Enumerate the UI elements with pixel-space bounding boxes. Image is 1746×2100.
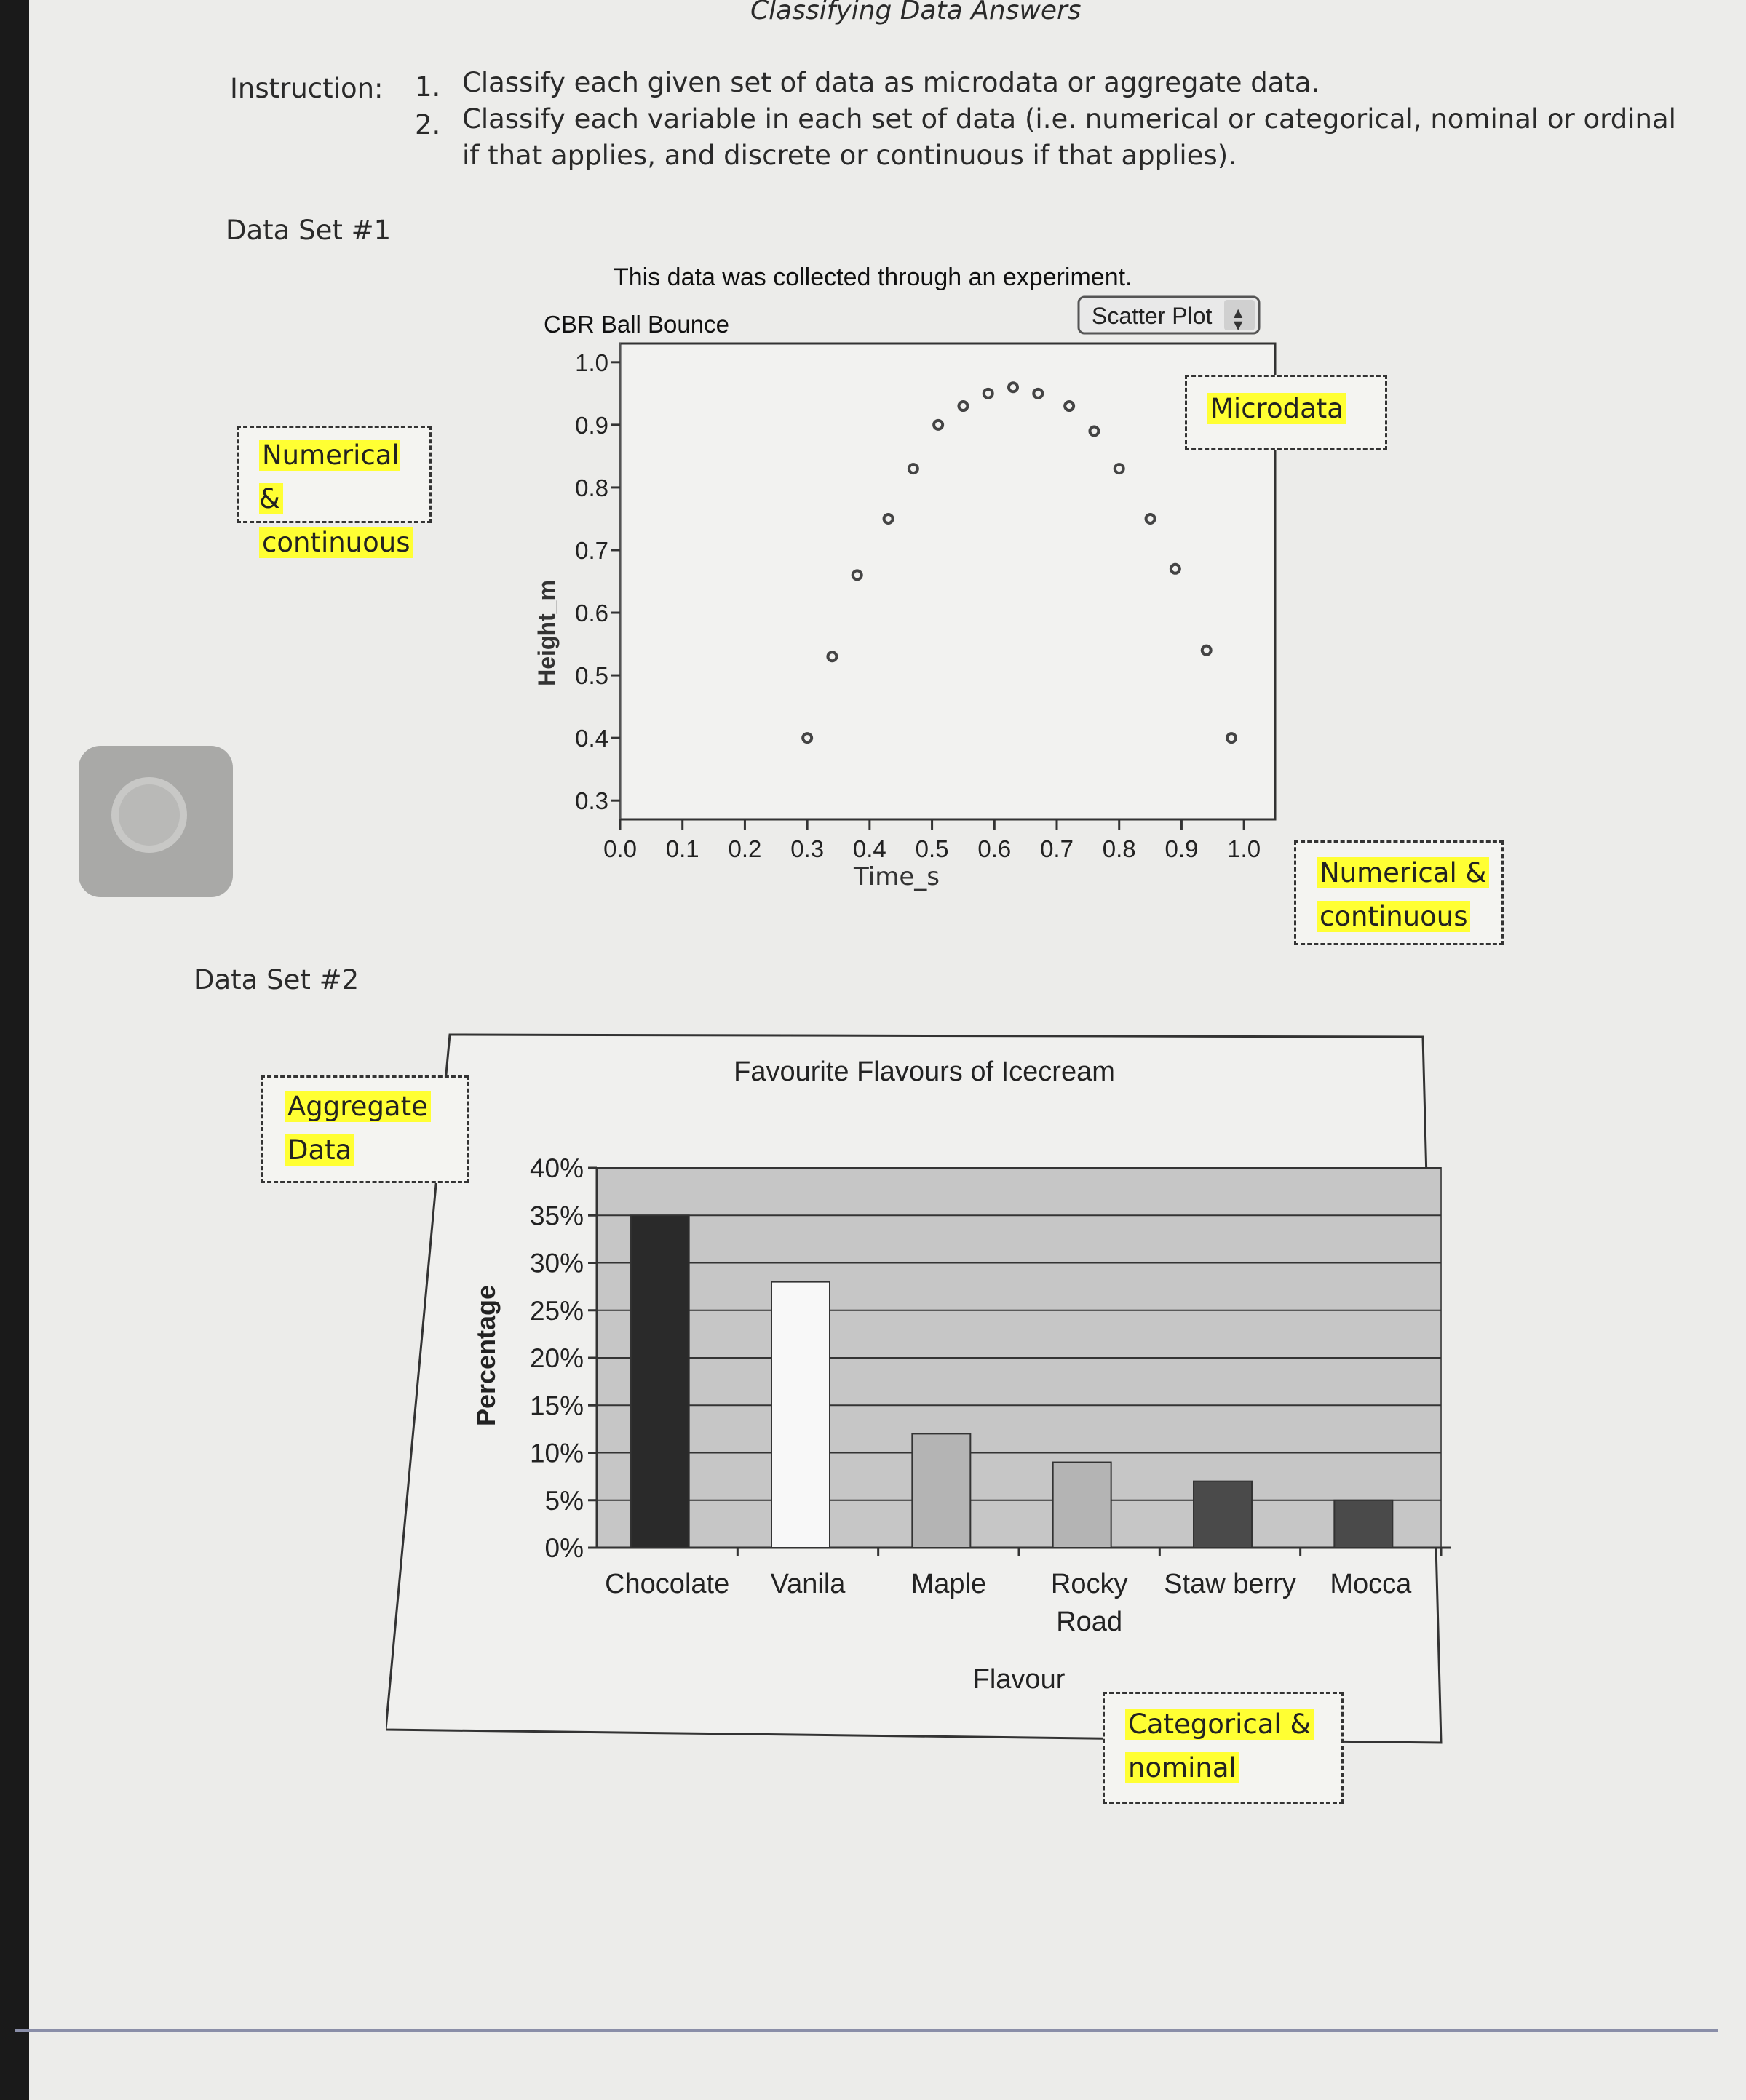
x-tick-label: 0.4 xyxy=(852,835,886,862)
home-button[interactable] xyxy=(79,746,233,897)
annotation-x-variable xyxy=(1294,840,1504,945)
chart-type-select-label: Scatter Plot xyxy=(1092,303,1213,329)
y-axis xyxy=(575,349,620,814)
data-point xyxy=(1090,426,1098,435)
bar xyxy=(631,1215,689,1548)
bar xyxy=(1334,1500,1392,1548)
y-tick-label: 0.9 xyxy=(575,411,608,439)
y-tick-label: 40% xyxy=(529,1153,584,1183)
data-point xyxy=(884,514,893,523)
y-tick-label: 15% xyxy=(529,1391,584,1421)
bar xyxy=(912,1433,970,1548)
y-tick-label: 0.6 xyxy=(575,600,608,627)
annotation-text: continuous xyxy=(259,527,413,558)
home-circle-icon xyxy=(111,777,187,853)
dataset1-heading: Data Set #1 xyxy=(226,215,392,246)
x-tick-label: Vanila xyxy=(770,1569,846,1599)
svg-text:▼: ▼ xyxy=(1234,318,1243,332)
annotation-text: Aggregate xyxy=(285,1091,431,1122)
annotation-data-type-2 xyxy=(261,1075,469,1183)
y-tick-label: 30% xyxy=(529,1248,584,1278)
annotation-text: continuous xyxy=(1317,901,1470,932)
data-point xyxy=(959,402,967,410)
y-tick-label: 20% xyxy=(529,1343,584,1373)
x-tick-label: 0.6 xyxy=(977,835,1012,862)
svg-text:▲: ▲ xyxy=(1234,306,1243,319)
instruction-text-2-line1: Classify each variable in each set of data (i.e. numerical or categorical, nominal or ordinal xyxy=(462,103,1676,135)
plot-area xyxy=(620,343,1275,819)
x-tick-label: 0.0 xyxy=(603,835,637,862)
y-tick-label: 0% xyxy=(544,1533,584,1563)
data-point xyxy=(1171,565,1180,573)
x-tick-label: Chocolate xyxy=(605,1569,730,1599)
x-tick-label: Maple xyxy=(910,1569,987,1599)
x-tick-label: 0.3 xyxy=(790,835,825,862)
y-tick-label: 5% xyxy=(544,1485,584,1516)
data-point xyxy=(1009,383,1017,391)
x-axis-label: Flavour xyxy=(972,1664,1066,1695)
annotation-text: Data xyxy=(285,1134,354,1166)
page-title: Classifying Data Answers xyxy=(750,0,1082,25)
annotation-data-type xyxy=(1185,375,1387,450)
bar xyxy=(1053,1463,1111,1548)
x-tick-label: Staw berry xyxy=(1164,1569,1296,1599)
data-point xyxy=(1227,733,1236,742)
x-tick-label: 0.7 xyxy=(1040,835,1074,862)
annotation-text: Numerical & xyxy=(259,440,400,514)
x-axis xyxy=(603,819,1261,862)
bar xyxy=(1194,1481,1252,1548)
data-point xyxy=(909,464,918,473)
y-tick-label: 0.5 xyxy=(575,662,608,690)
y-tick-label: 0.3 xyxy=(575,787,608,815)
dataset2-heading: Data Set #2 xyxy=(194,964,360,995)
x-tick-label: Road xyxy=(1056,1607,1123,1637)
annotation-y-variable xyxy=(237,426,432,558)
data-point xyxy=(1202,646,1211,655)
data-point xyxy=(1115,464,1124,473)
y-axis-label: Height_m xyxy=(533,580,560,686)
page-divider xyxy=(15,2029,1718,2032)
y-axis-label: Percentage xyxy=(471,1284,501,1427)
x-tick-label: 0.8 xyxy=(1102,835,1136,862)
x-tick-label: Mocca xyxy=(1330,1569,1412,1599)
y-tick-label: 0.4 xyxy=(575,725,608,752)
x-tick-label: 0.1 xyxy=(665,835,699,862)
annotation-text: Microdata xyxy=(1207,393,1346,424)
instruction-text-2-line2: if that applies, and discrete or continuous if that applies). xyxy=(462,140,1237,171)
y-tick-label: 0.8 xyxy=(575,474,608,501)
x-tick-label: 0.2 xyxy=(728,835,762,862)
data-point xyxy=(853,570,862,579)
x-tick-label: 0.9 xyxy=(1164,835,1199,862)
instruction-label: Instruction: xyxy=(230,73,384,104)
y-tick-label: 10% xyxy=(529,1438,584,1468)
chart-title: Favourite Flavours of Icecream xyxy=(734,1057,1115,1087)
data-point xyxy=(1065,402,1074,410)
data-point xyxy=(934,421,943,429)
data-point xyxy=(828,652,836,661)
chart-type-select[interactable] xyxy=(1079,297,1259,333)
chart-title: CBR Ball Bounce xyxy=(544,311,729,338)
annotation-text: Categorical & xyxy=(1125,1709,1314,1740)
data-point xyxy=(803,733,812,742)
x-axis-label: Time_s xyxy=(854,862,940,891)
data-point xyxy=(984,389,993,398)
y-tick-label: 1.0 xyxy=(575,349,608,376)
annotation-text: Numerical & xyxy=(1317,857,1489,888)
annotation-text: nominal xyxy=(1125,1752,1239,1783)
dataset1-caption: This data was collected through an experiment. xyxy=(614,263,1132,291)
x-tick-label: Rocky xyxy=(1050,1569,1128,1599)
instruction-number-2: 2. xyxy=(415,109,441,140)
y-tick-label: 35% xyxy=(529,1201,584,1231)
plot-frame xyxy=(620,343,1275,819)
document-page xyxy=(29,0,1746,2100)
x-tick-label: 1.0 xyxy=(1227,835,1261,862)
y-tick-label: 0.7 xyxy=(575,536,608,564)
data-point xyxy=(1146,514,1155,523)
bar xyxy=(771,1282,830,1548)
instruction-number-1: 1. xyxy=(415,71,441,103)
x-tick-label: 0.5 xyxy=(915,835,949,862)
y-tick-label: 25% xyxy=(529,1295,584,1326)
data-point xyxy=(1033,389,1042,398)
instruction-text-1: Classify each given set of data as microdata or aggregate data. xyxy=(462,67,1320,98)
annotation-x-variable-2 xyxy=(1103,1692,1344,1804)
